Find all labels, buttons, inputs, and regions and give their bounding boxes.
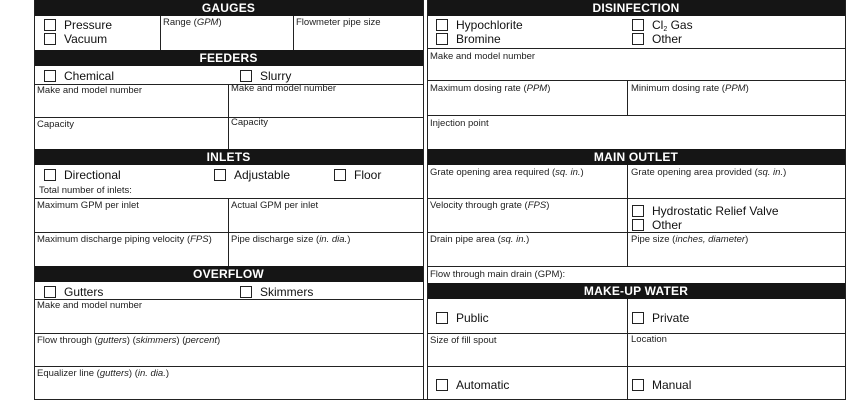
label-subscript: 2 [663,26,668,33]
pressure-option[interactable] [44,18,112,32]
rule [627,80,628,115]
label-text: ) [580,167,584,178]
pipe-size-label[interactable] [631,234,748,245]
label-text: ) ( [176,335,186,346]
label-text: Maximum dosing rate ( [430,83,527,94]
feeders-header: FEEDERS [34,50,423,66]
label-text: ) [218,17,222,28]
gauges-header: GAUGES [34,0,423,16]
max-gpm-per-inlet-label[interactable]: Maximum GPM per inlet [37,200,139,211]
cl2-gas-checkbox[interactable] [632,19,644,31]
rule [160,16,161,50]
label-unit: PPM [526,83,548,94]
label-text: ) [526,234,530,245]
grate-area-provided-label[interactable] [631,167,786,178]
label-unit: gutters [99,368,129,379]
left-border [34,0,35,400]
label-unit: sq. in. [500,234,527,245]
label-text: ) [783,167,787,178]
label-unit: inches, diameter [675,234,746,245]
label-text: Pipe discharge size ( [231,234,320,245]
grate-area-required-label[interactable] [430,167,584,178]
disinfection-other-option[interactable] [632,32,682,46]
rule [427,366,845,367]
automatic-label: Automatic [456,378,510,392]
label-unit: skimmers [135,335,177,346]
rule [427,115,845,116]
label-text: ) [745,234,749,245]
hydrostatic-relief-checkbox[interactable] [632,205,644,217]
min-dosing-rate-label[interactable] [631,83,749,94]
adjustable-label: Adjustable [234,168,291,182]
chemical-label: Chemical [64,69,115,83]
feeder-capacity-label-1[interactable]: Capacity [37,119,74,130]
label-text: Flow through ( [37,335,98,346]
makeup-water-header: MAKE-UP WATER [427,283,845,299]
label-text: Range ( [163,17,197,28]
label-text: ) [208,234,212,245]
label-unit: sq. in. [555,167,581,178]
max-discharge-velocity-label[interactable] [37,234,212,245]
label-text: ) [547,83,551,94]
pressure-label: Pressure [64,18,113,32]
adjustable-option[interactable] [214,168,290,182]
rule [228,198,229,266]
feeder-capacity-label-2[interactable]: Capacity [231,117,268,128]
label-text: Drain pipe area ( [430,234,501,245]
range-field-label[interactable] [163,17,222,28]
disinfection-other-label: Other [652,32,683,46]
hydrostatic-relief-label: Hydrostatic Relief Valve [652,204,779,218]
manual-label: Manual [652,378,692,392]
total-inlets-label[interactable]: Total number of inlets: [39,185,132,196]
flowmeter-field-label[interactable]: Flowmeter pipe size [296,17,381,28]
vacuum-label: Vacuum [64,32,108,46]
feeder-make-model-label-1[interactable]: Make and model number [37,85,143,96]
floor-checkbox[interactable] [334,169,346,181]
label-text: Grate opening area required ( [430,167,556,178]
label-text: Gas [667,18,693,32]
hypochlorite-label: Hypochlorite [456,18,523,32]
rule [293,16,294,50]
label-unit: gutters [97,335,127,346]
injection-point-label[interactable]: Injection point [430,118,489,129]
rule [427,80,845,81]
rule [427,48,845,49]
overflow-header: OVERFLOW [34,266,423,282]
cl2-gas-label [652,18,693,32]
label-unit: FPS [190,234,209,245]
gutters-option[interactable] [44,285,103,299]
hypochlorite-checkbox[interactable] [436,19,448,31]
chemical-option[interactable] [44,69,114,83]
right-column-left-border [427,0,428,400]
label-text: ) [217,335,221,346]
cl2-gas-option[interactable] [632,18,693,32]
label-unit: PPM [724,83,746,94]
slurry-checkbox[interactable] [240,70,252,82]
label-text: ) [165,368,170,379]
directional-checkbox[interactable] [44,169,56,181]
rule [228,84,229,149]
vacuum-checkbox[interactable] [44,33,56,45]
actual-gpm-per-inlet-label[interactable]: Actual GPM per inlet [231,200,319,211]
feeder-make-model-label-2[interactable]: Make and model number [231,83,337,94]
label-text: Equalizer line ( [37,368,100,379]
rule [627,299,628,400]
left-column-right-border [423,0,424,400]
rule [34,333,423,334]
velocity-through-grate-label[interactable] [430,200,549,211]
pressure-checkbox[interactable] [44,19,56,31]
label-text: Velocity through grate ( [430,200,528,211]
label-text: ) [745,83,749,94]
flow-through-label[interactable] [37,335,220,346]
rule [427,232,845,233]
label-text: ) ( [126,335,136,346]
chemical-checkbox[interactable] [44,70,56,82]
location-label[interactable]: Location [631,334,667,345]
inlets-header: INLETS [34,149,423,165]
pipe-discharge-size-label[interactable] [231,234,350,245]
directional-label: Directional [64,168,121,182]
label-unit: in. dia. [319,234,348,245]
label-text: Cl [652,18,664,32]
slurry-label: Slurry [260,69,292,83]
manual-option[interactable] [632,378,691,392]
main-outlet-header: MAIN OUTLET [427,149,845,165]
skimmers-checkbox[interactable] [240,286,252,298]
floor-label: Floor [354,168,382,182]
label-unit: FPS [527,200,547,211]
outlet-other-checkbox[interactable] [632,219,644,231]
disinfection-other-checkbox[interactable] [632,33,644,45]
label-unit: percent [185,335,218,346]
adjustable-checkbox[interactable] [214,169,226,181]
disinfection-header: DISINFECTION [427,0,845,16]
overflow-make-model-label[interactable]: Make and model number [37,300,143,311]
bromine-checkbox[interactable] [436,33,448,45]
bromine-label: Bromine [456,32,501,46]
hydrostatic-relief-option[interactable] [632,204,779,218]
rule [427,266,845,267]
label-text: Pipe size ( [631,234,676,245]
label-text: ) [347,234,351,245]
vacuum-option[interactable] [44,32,107,46]
disinfection-make-model-label[interactable]: Make and model number [430,51,536,62]
rule [627,165,628,266]
floor-option[interactable] [334,168,381,182]
bromine-option[interactable] [436,32,501,46]
label-unit: sq. in. [757,167,784,178]
label-text: Maximum discharge piping velocity ( [37,234,191,245]
drain-pipe-area-label[interactable] [430,234,529,245]
label-text: Grate opening area provided ( [631,167,758,178]
label-text: ) ( [128,368,138,379]
private-label: Private [652,311,690,325]
gutters-label: Gutters [64,285,104,299]
flow-main-drain-label[interactable]: Flow through main drain (GPM): [430,269,566,280]
max-dosing-rate-label[interactable] [430,83,550,94]
public-label: Public [456,311,489,325]
private-checkbox[interactable] [632,312,644,324]
automatic-checkbox[interactable] [436,379,448,391]
public-checkbox[interactable] [436,312,448,324]
directional-option[interactable] [44,168,121,182]
public-option[interactable] [436,311,489,325]
label-unit: in. dia. [137,368,166,379]
skimmers-option[interactable] [240,285,313,299]
rule [34,366,423,367]
label-text: ) [546,200,550,211]
equalizer-line-label[interactable] [37,368,169,379]
automatic-option[interactable] [436,378,509,392]
skimmers-label: Skimmers [260,285,314,299]
label-text: Minimum dosing rate ( [631,83,725,94]
rule [427,198,845,199]
label-unit: GPM [196,17,219,28]
hypochlorite-option[interactable] [436,18,523,32]
fill-spout-size-label[interactable]: Size of fill spout [430,335,497,346]
right-border [845,0,846,400]
slurry-option[interactable] [240,69,291,83]
private-option[interactable] [632,311,689,325]
gutters-checkbox[interactable] [44,286,56,298]
outlet-other-label: Other [652,218,683,232]
manual-checkbox[interactable] [632,379,644,391]
outlet-other-option[interactable] [632,218,682,232]
